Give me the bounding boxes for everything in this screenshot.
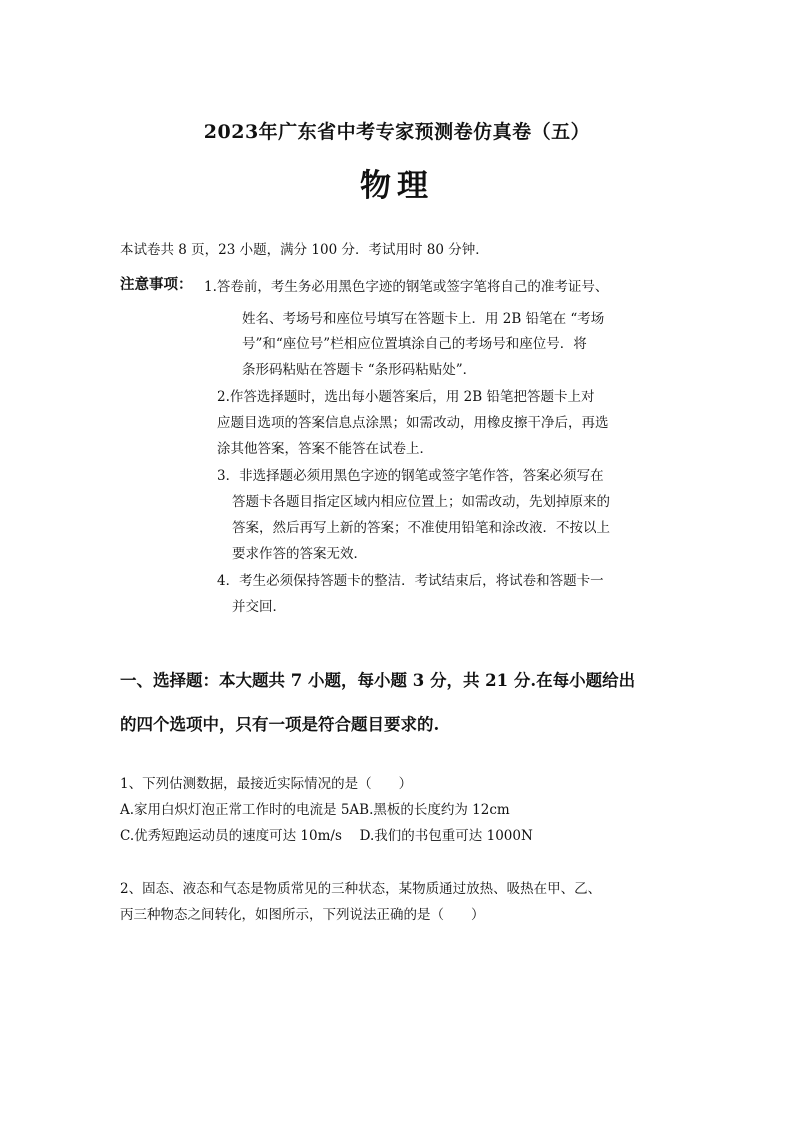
note-3-line-3: 答案，然后再写上新的答案；不准使用铅笔和涂改液．不按以上	[232, 520, 610, 536]
note-3-line-4: 要求作答的答案无效．	[232, 546, 367, 562]
question-2-line-1: 2、固态、液态和气态是物质常见的三种状态，某物质通过放热、吸热在甲、乙、	[120, 881, 602, 897]
note-2-line-1: 2.作答选择题时，选出每小题答案后，用 2B 铅笔把答题卡上对	[217, 389, 595, 405]
note-4-line-2: 并交回．	[232, 599, 286, 615]
intro-line: 本试卷共 8 页，23 小题，满分 100 分．考试用时 80 分钟．	[120, 242, 489, 258]
question-1-options-cd: C.优秀短跑运动员的速度可达 10m/s D.我们的书包重可达 1000N	[120, 828, 533, 844]
section-1-heading-line-2: 的四个选项中，只有一项是符合题目要求的.	[120, 715, 440, 734]
notes-label: 注意事项：	[120, 276, 193, 293]
note-1-line-2: 姓名、考场号和座位号填写在答题卡上．用 2B 铅笔在 “考场	[242, 311, 605, 327]
note-1-line-4: 条形码粘贴在答题卡 “条形码粘贴处”．	[242, 362, 477, 378]
note-1-line-3: 号”和“座位号”栏相应位置填涂自己的考场号和座位号．将	[242, 336, 587, 352]
note-3-line-1: 3．非选择题必须用黑色字迹的钢笔或签字笔作答，答案必须写在	[217, 468, 604, 484]
note-1-line-1: 1.答卷前，考生务必用黑色字迹的钢笔或签字笔将自己的准考证号、	[204, 279, 609, 295]
exam-title: 2023年广东省中考专家预测卷仿真卷（五）	[203, 121, 591, 143]
question-1-stem: 1、下列估测数据，最接近实际情况的是（ ）	[120, 776, 413, 792]
question-1-options-ab: A.家用白炽灯泡正常工作时的电流是 5AB.黑板的长度约为 12cm	[120, 802, 510, 818]
note-3-line-2: 答题卡各题目指定区域内相应位置上；如需改动，先划掉原来的	[232, 494, 610, 510]
note-2-line-3: 涂其他答案，答案不能答在试卷上．	[217, 441, 433, 457]
subject-title: 物理	[360, 168, 434, 204]
question-2-line-2: 丙三种物态之间转化，如图所示，下列说法正确的是（ ）	[120, 907, 485, 923]
section-1-heading-line-1: 一、选择题：本大题共 7 小题，每小题 3 分，共 21 分.在每小题给出	[120, 671, 636, 690]
note-4-line-1: 4．考生必须保持答题卡的整洁．考试结束后，将试卷和答题卡一	[217, 573, 604, 589]
note-2-line-2: 应题目选项的答案信息点涂黑；如需改动，用橡皮擦干净后，再选	[217, 415, 609, 431]
